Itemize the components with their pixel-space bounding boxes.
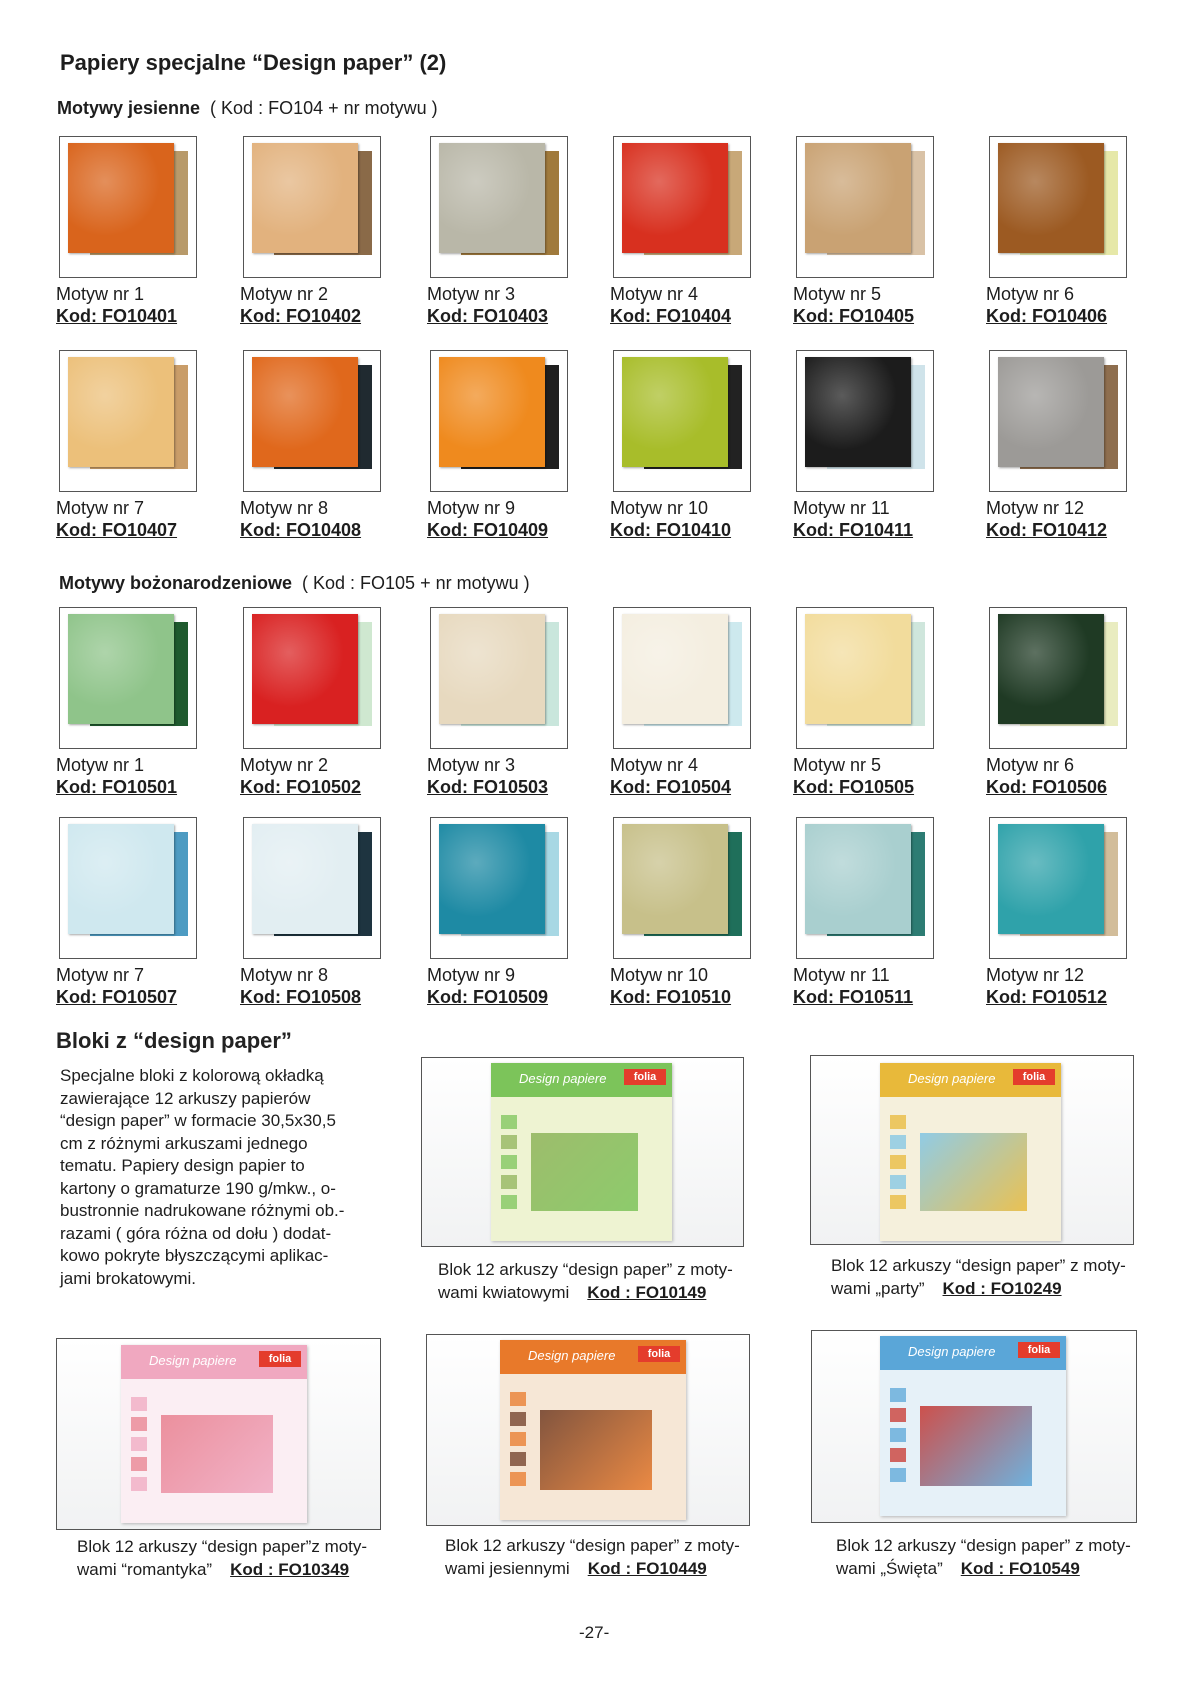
cover-swatch-column xyxy=(890,1115,912,1215)
motif-number: Motyw nr 8 xyxy=(240,965,329,985)
cover-swatch xyxy=(510,1432,526,1446)
motif-code: Kod: FO10407 xyxy=(56,520,178,540)
block-cover xyxy=(500,1340,686,1520)
cover-swatch xyxy=(510,1472,526,1486)
cover-swatch xyxy=(890,1115,906,1129)
block-cover xyxy=(491,1063,672,1241)
product-photo xyxy=(426,1334,750,1526)
motif-code: Kod: FO10401 xyxy=(56,306,178,326)
autumn-section-heading xyxy=(57,98,438,119)
motif-caption xyxy=(793,964,913,1008)
cover-wordmark: Design papiere xyxy=(908,1344,996,1359)
block-cover xyxy=(880,1063,1061,1241)
product-code: Kod : FO10149 xyxy=(587,1283,707,1302)
product-caption-line xyxy=(831,1277,1126,1300)
motif-number: Motyw nr 7 xyxy=(56,965,145,985)
cover-wordmark: Design papiere xyxy=(908,1071,996,1086)
cover-swatch xyxy=(890,1135,906,1149)
product-caption-line xyxy=(445,1557,740,1580)
motif-thumbnail xyxy=(430,607,568,749)
motif-caption xyxy=(240,283,361,327)
motif-thumbnail xyxy=(613,350,751,492)
product-caption-line xyxy=(77,1558,367,1581)
motif-code: Kod: FO10507 xyxy=(56,987,178,1007)
cover-swatch-column xyxy=(510,1392,532,1492)
page-title: Papiery specjalne “Design paper” (2) xyxy=(60,50,447,75)
autumn-heading: Motywy jesienne xyxy=(57,98,201,118)
motif-number: Motyw nr 4 xyxy=(610,284,699,304)
motif-thumbnail xyxy=(613,136,751,278)
motif-number: Motyw nr 11 xyxy=(793,498,890,518)
motif-caption xyxy=(793,497,913,541)
cover-photo xyxy=(161,1415,273,1493)
motif-number: Motyw nr 7 xyxy=(56,498,145,518)
motif-code: Kod: FO10508 xyxy=(240,987,362,1007)
paper-front-sheet xyxy=(439,143,545,253)
motif-caption xyxy=(240,754,361,798)
motif-number: Motyw nr 10 xyxy=(610,965,709,985)
product-caption xyxy=(445,1534,740,1580)
motif-code: Kod: FO10509 xyxy=(427,987,549,1007)
paper-front-sheet xyxy=(68,824,174,934)
cover-swatch xyxy=(501,1195,517,1209)
brand-logo xyxy=(638,1346,680,1362)
paper-front-sheet xyxy=(805,824,911,934)
paper-front-sheet xyxy=(68,614,174,724)
brand-logo xyxy=(624,1069,666,1085)
motif-caption xyxy=(793,754,914,798)
cover-swatch xyxy=(510,1452,526,1466)
motif-caption xyxy=(793,283,914,327)
brand-logo-text: folia xyxy=(1027,1344,1051,1356)
description-line: kartony o gramaturze 190 g/mkw., o- xyxy=(60,1178,336,1198)
description-line: tematu. Papiery design papier to xyxy=(60,1156,305,1175)
product-photo xyxy=(811,1330,1137,1523)
motif-thumbnail xyxy=(59,817,197,959)
page-number: -27- xyxy=(579,1623,610,1642)
motif-caption xyxy=(56,283,177,327)
motif-code: Kod: FO10409 xyxy=(427,520,549,540)
cover-swatch-column xyxy=(131,1397,153,1497)
motif-number: Motyw nr 9 xyxy=(427,498,516,518)
description-line: razami ( góra różna od dołu ) dodat- xyxy=(60,1223,332,1243)
motif-number: Motyw nr 10 xyxy=(610,498,709,518)
product-theme: wami „Święta” xyxy=(836,1559,943,1578)
cover-swatch xyxy=(890,1175,906,1189)
cover-swatch xyxy=(131,1437,147,1451)
product-caption xyxy=(836,1534,1131,1580)
cover-swatch xyxy=(131,1457,147,1471)
description-line: cm z różnymi arkuszami jednego xyxy=(60,1133,308,1153)
motif-thumbnail xyxy=(59,136,197,278)
motif-number: Motyw nr 5 xyxy=(793,755,882,775)
product-caption-line: Blok 12 arkuszy “design paper” z moty- xyxy=(836,1536,1131,1555)
motif-caption xyxy=(56,754,177,798)
paper-front-sheet xyxy=(439,357,545,467)
paper-front-sheet xyxy=(998,614,1104,724)
product-theme: wami kwiatowymi xyxy=(438,1283,570,1302)
cover-wordmark: Design papiere xyxy=(528,1348,616,1363)
cover-swatch xyxy=(890,1388,906,1402)
paper-front-sheet xyxy=(805,614,911,724)
motif-number: Motyw nr 8 xyxy=(240,498,329,518)
paper-front-sheet xyxy=(252,143,358,253)
cover-swatch xyxy=(890,1155,906,1169)
block-cover xyxy=(121,1345,307,1523)
brand-logo xyxy=(1013,1069,1055,1085)
motif-code: Kod: FO10511 xyxy=(793,987,914,1007)
paper-front-sheet xyxy=(622,614,728,724)
paper-front-sheet xyxy=(998,143,1104,253)
motif-thumbnail xyxy=(430,350,568,492)
description-line: “design paper” w formacie 30,5x30,5 xyxy=(60,1111,336,1130)
motif-thumbnail xyxy=(243,817,381,959)
product-caption-line xyxy=(438,1281,733,1304)
product-code: Kod : FO10449 xyxy=(587,1559,707,1578)
brand-logo-text: folia xyxy=(647,1348,671,1360)
blocks-heading: Bloki z “design paper” xyxy=(56,1028,292,1053)
paper-front-sheet xyxy=(622,824,728,934)
description-line: bustronnie nadrukowane różnymi ob.- xyxy=(60,1201,345,1220)
paper-front-sheet xyxy=(68,143,174,253)
product-theme: wami “romantyka” xyxy=(77,1560,213,1579)
motif-caption xyxy=(610,283,731,327)
motif-number: Motyw nr 1 xyxy=(56,755,145,775)
motif-thumbnail xyxy=(796,136,934,278)
product-theme: wami „party” xyxy=(831,1279,925,1298)
autumn-code-note: ( Kod : FO104 + nr motywu ) xyxy=(210,98,438,118)
product-caption-line: Blok 12 arkuszy “design paper” z moty- xyxy=(438,1260,733,1279)
blocks-description xyxy=(60,1065,360,1290)
product-caption-line: Blok 12 arkuszy “design paper”z moty- xyxy=(77,1537,368,1556)
brand-logo xyxy=(1018,1342,1060,1358)
paper-front-sheet xyxy=(998,357,1104,467)
cover-swatch xyxy=(501,1155,517,1169)
motif-code: Kod: FO10408 xyxy=(240,520,362,540)
block-cover xyxy=(880,1336,1066,1516)
motif-caption xyxy=(986,754,1107,798)
brand-logo-text: folia xyxy=(268,1353,292,1365)
motif-caption xyxy=(427,964,548,1008)
description-line: kowo pokryte błyszczącymi aplikac- xyxy=(60,1246,329,1265)
motif-code: Kod: FO10502 xyxy=(240,777,362,797)
motif-caption xyxy=(240,497,361,541)
product-photo xyxy=(421,1057,744,1247)
motif-number: Motyw nr 3 xyxy=(427,755,516,775)
motif-code: Kod: FO10506 xyxy=(986,777,1108,797)
product-code: Kod : FO10349 xyxy=(230,1560,350,1579)
motif-number: Motyw nr 12 xyxy=(986,498,1085,518)
motif-caption xyxy=(427,754,548,798)
motif-code: Kod: FO10411 xyxy=(793,520,914,540)
motif-code: Kod: FO10402 xyxy=(240,306,362,326)
motif-thumbnail xyxy=(796,350,934,492)
brand-logo-text: folia xyxy=(633,1071,657,1083)
paper-front-sheet xyxy=(622,357,728,467)
motif-code: Kod: FO10510 xyxy=(610,987,732,1007)
paper-front-sheet xyxy=(252,824,358,934)
cover-photo xyxy=(540,1410,652,1490)
motif-number: Motyw nr 1 xyxy=(56,284,145,304)
motif-caption xyxy=(240,964,361,1008)
cover-swatch xyxy=(131,1397,147,1411)
motif-caption xyxy=(56,497,177,541)
motif-thumbnail xyxy=(243,350,381,492)
motif-code: Kod: FO10405 xyxy=(793,306,915,326)
motif-caption xyxy=(986,964,1107,1008)
motif-caption xyxy=(610,497,731,541)
motif-number: Motyw nr 5 xyxy=(793,284,882,304)
motif-caption xyxy=(427,497,548,541)
motif-code: Kod: FO10404 xyxy=(610,306,732,326)
motif-caption xyxy=(427,283,548,327)
motif-thumbnail xyxy=(59,607,197,749)
motif-caption xyxy=(610,964,731,1008)
paper-front-sheet xyxy=(439,824,545,934)
motif-number: Motyw nr 4 xyxy=(610,755,699,775)
cover-swatch xyxy=(890,1195,906,1209)
motif-number: Motyw nr 12 xyxy=(986,965,1085,985)
cover-photo xyxy=(920,1133,1027,1211)
christmas-code-note: ( Kod : FO105 + nr motywu ) xyxy=(302,573,530,593)
description-line: zawierające 12 arkuszy papierów xyxy=(60,1088,311,1108)
motif-code: Kod: FO10503 xyxy=(427,777,549,797)
cover-swatch xyxy=(510,1392,526,1406)
christmas-section-heading xyxy=(59,573,530,594)
cover-swatch-column xyxy=(890,1388,912,1488)
motif-number: Motyw nr 6 xyxy=(986,284,1075,304)
motif-thumbnail xyxy=(796,817,934,959)
cover-swatch xyxy=(501,1115,517,1129)
description-line: Specjalne bloki z kolorową okładką xyxy=(60,1066,324,1085)
motif-code: Kod: FO10504 xyxy=(610,777,732,797)
motif-thumbnail xyxy=(989,607,1127,749)
cover-photo xyxy=(531,1133,638,1211)
cover-swatch xyxy=(890,1448,906,1462)
cover-swatch xyxy=(131,1477,147,1491)
paper-front-sheet xyxy=(805,143,911,253)
motif-code: Kod: FO10412 xyxy=(986,520,1108,540)
motif-thumbnail xyxy=(430,817,568,959)
motif-code: Kod: FO10501 xyxy=(56,777,178,797)
paper-front-sheet xyxy=(68,357,174,467)
product-caption xyxy=(831,1254,1126,1300)
motif-number: Motyw nr 6 xyxy=(986,755,1075,775)
product-photo xyxy=(56,1338,381,1530)
motif-code: Kod: FO10505 xyxy=(793,777,915,797)
cover-swatch xyxy=(501,1135,517,1149)
motif-caption xyxy=(986,497,1107,541)
christmas-heading: Motywy bożonarodzeniowe xyxy=(59,573,293,593)
motif-number: Motyw nr 2 xyxy=(240,755,329,775)
motif-code: Kod: FO10403 xyxy=(427,306,549,326)
motif-code: Kod: FO10406 xyxy=(986,306,1108,326)
motif-number: Motyw nr 3 xyxy=(427,284,516,304)
product-caption xyxy=(77,1535,367,1581)
motif-thumbnail xyxy=(613,607,751,749)
motif-thumbnail xyxy=(989,817,1127,959)
cover-swatch xyxy=(510,1412,526,1426)
motif-thumbnail xyxy=(989,136,1127,278)
cover-wordmark: Design papiere xyxy=(519,1071,607,1086)
motif-number: Motyw nr 11 xyxy=(793,965,890,985)
product-caption-line: Blok 12 arkuszy “design paper” z moty- xyxy=(445,1536,740,1555)
product-caption xyxy=(438,1258,733,1304)
cover-wordmark: Design papiere xyxy=(149,1353,237,1368)
motif-thumbnail xyxy=(430,136,568,278)
product-code: Kod : FO10549 xyxy=(960,1559,1080,1578)
motif-thumbnail xyxy=(989,350,1127,492)
cover-swatch xyxy=(890,1468,906,1482)
product-caption-line xyxy=(836,1557,1131,1580)
motif-caption xyxy=(986,283,1107,327)
motif-thumbnail xyxy=(613,817,751,959)
product-code: Kod : FO10249 xyxy=(942,1279,1062,1298)
product-theme: wami jesiennymi xyxy=(445,1559,570,1578)
cover-photo xyxy=(920,1406,1032,1486)
motif-number: Motyw nr 9 xyxy=(427,965,516,985)
paper-front-sheet xyxy=(622,143,728,253)
motif-thumbnail xyxy=(59,350,197,492)
brand-logo xyxy=(259,1351,301,1367)
motif-thumbnail xyxy=(243,607,381,749)
description-line: jami brokatowymi. xyxy=(60,1268,197,1288)
motif-code: Kod: FO10410 xyxy=(610,520,732,540)
cover-swatch-column xyxy=(501,1115,523,1215)
brand-logo-text: folia xyxy=(1022,1071,1046,1083)
motif-caption xyxy=(610,754,731,798)
paper-front-sheet xyxy=(805,357,911,467)
motif-number: Motyw nr 2 xyxy=(240,284,329,304)
motif-thumbnail xyxy=(243,136,381,278)
cover-swatch xyxy=(890,1408,906,1422)
product-photo xyxy=(810,1055,1134,1245)
cover-swatch xyxy=(890,1428,906,1442)
cover-swatch xyxy=(131,1417,147,1431)
paper-front-sheet xyxy=(439,614,545,724)
motif-code: Kod: FO10512 xyxy=(986,987,1108,1007)
paper-front-sheet xyxy=(252,357,358,467)
cover-swatch xyxy=(501,1175,517,1189)
product-caption-line: Blok 12 arkuszy “design paper” z moty- xyxy=(831,1256,1126,1275)
paper-front-sheet xyxy=(252,614,358,724)
motif-caption xyxy=(56,964,177,1008)
paper-front-sheet xyxy=(998,824,1104,934)
motif-thumbnail xyxy=(796,607,934,749)
